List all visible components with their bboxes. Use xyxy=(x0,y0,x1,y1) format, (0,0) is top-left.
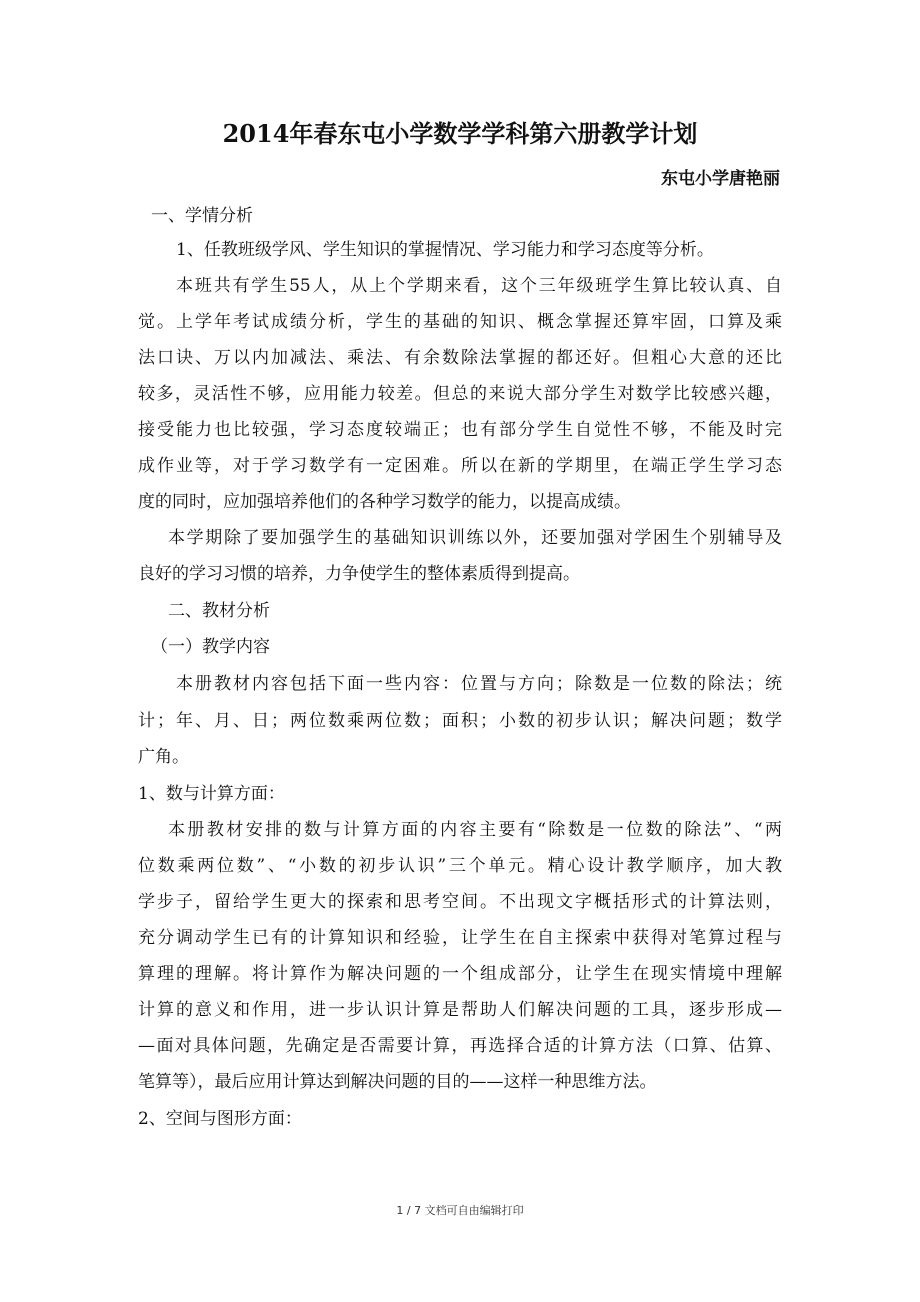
paragraph-line: 充分调动学生已有的计算知识和经验，让学生在自主探索中获得对笔算过程与 xyxy=(138,928,782,948)
paragraph-line: 计；年、月、日；两位数乘两位数；面积；小数的初步认识；解决问题；数学 xyxy=(138,711,782,731)
heading-student-analysis: 一、学情分析 xyxy=(151,206,253,226)
page-footer: 1 / 7 文档可自由编辑打印 xyxy=(396,1204,524,1217)
paragraph-line: 笔算等），最后应用计算达到解决问题的目的——这样一种思维方法。 xyxy=(138,1072,657,1092)
paragraph-line: 位数乘两位数”、“小数的初步认识”三个单元。精心设计教学顺序，加大教 xyxy=(138,856,782,876)
subheading-teaching-content: （一）教学内容 xyxy=(151,637,270,657)
paragraph-line: —面对具体问题，先确定是否需要计算，再选择合适的计算方法（口算、估算、 xyxy=(138,1036,782,1056)
paragraph-line: 算理的理解。将计算作为解决问题的一个组成部分，让学生在现实情境中理解 xyxy=(138,964,782,984)
paragraph-line: 广角。 xyxy=(138,747,189,767)
heading-textbook-analysis: 二、教材分析 xyxy=(168,601,270,621)
paragraph-line: 接受能力也比较强，学习态度较端正；也有部分学生自觉性不够，不能及时完 xyxy=(138,420,782,440)
document-author: 东屯小学唐艳丽 xyxy=(661,169,780,189)
paragraph-line: 本学期除了要加强学生的基础知识训练以外，还要加强对学困生个别辅导及 xyxy=(168,528,782,548)
heading-space-shape: 2、空间与图形方面： xyxy=(138,1109,302,1129)
paragraph-line: 学步子，留给学生更大的探索和思考空间。不出现文字概括形式的计算法则， xyxy=(138,892,782,912)
paragraph-line: 本册教材安排的数与计算方面的内容主要有“除数是一位数的除法”、“两 xyxy=(168,820,782,840)
paragraph-line: 良好的学习习惯的培养，力争使学生的整体素质得到提高。 xyxy=(138,564,580,584)
paragraph-line: 法口诀、万以内加减法、乘法、有余数除法掌握的都还好。但粗心大意的还比 xyxy=(138,348,782,368)
paragraph-line: 本册教材内容包括下面一些内容：位置与方向；除数是一位数的除法；统 xyxy=(176,674,782,694)
paragraph-line: 本班共有学生55人，从上个学期来看，这个三年级班学生算比较认真、自 xyxy=(176,276,782,296)
subheading-class-analysis: 1、任教班级学风、学生知识的掌握情况、学习能力和学习态度等分析。 xyxy=(176,240,714,260)
paragraph-line: 度的同时，应加强培养他们的各种学习数学的能力，以提高成绩。 xyxy=(138,492,631,512)
paragraph-line: 较多，灵活性不够，应用能力较差。但总的来说大部分学生对数学比较感兴趣， xyxy=(138,384,782,404)
heading-number-calculation: 1、数与计算方面： xyxy=(138,784,285,804)
document-title: 2014年春东屯小学数学学科第六册教学计划 xyxy=(222,119,698,148)
paragraph-line: 成作业等，对于学习数学有一定困难。所以在新的学期里，在端正学生学习态 xyxy=(138,456,782,476)
paragraph-line: 计算的意义和作用，进一步认识计算是帮助人们解决问题的工具，逐步形成— xyxy=(138,1000,782,1020)
paragraph-line: 觉。上学年考试成绩分析，学生的基础的知识、概念掌握还算牢固，口算及乘 xyxy=(138,312,782,332)
